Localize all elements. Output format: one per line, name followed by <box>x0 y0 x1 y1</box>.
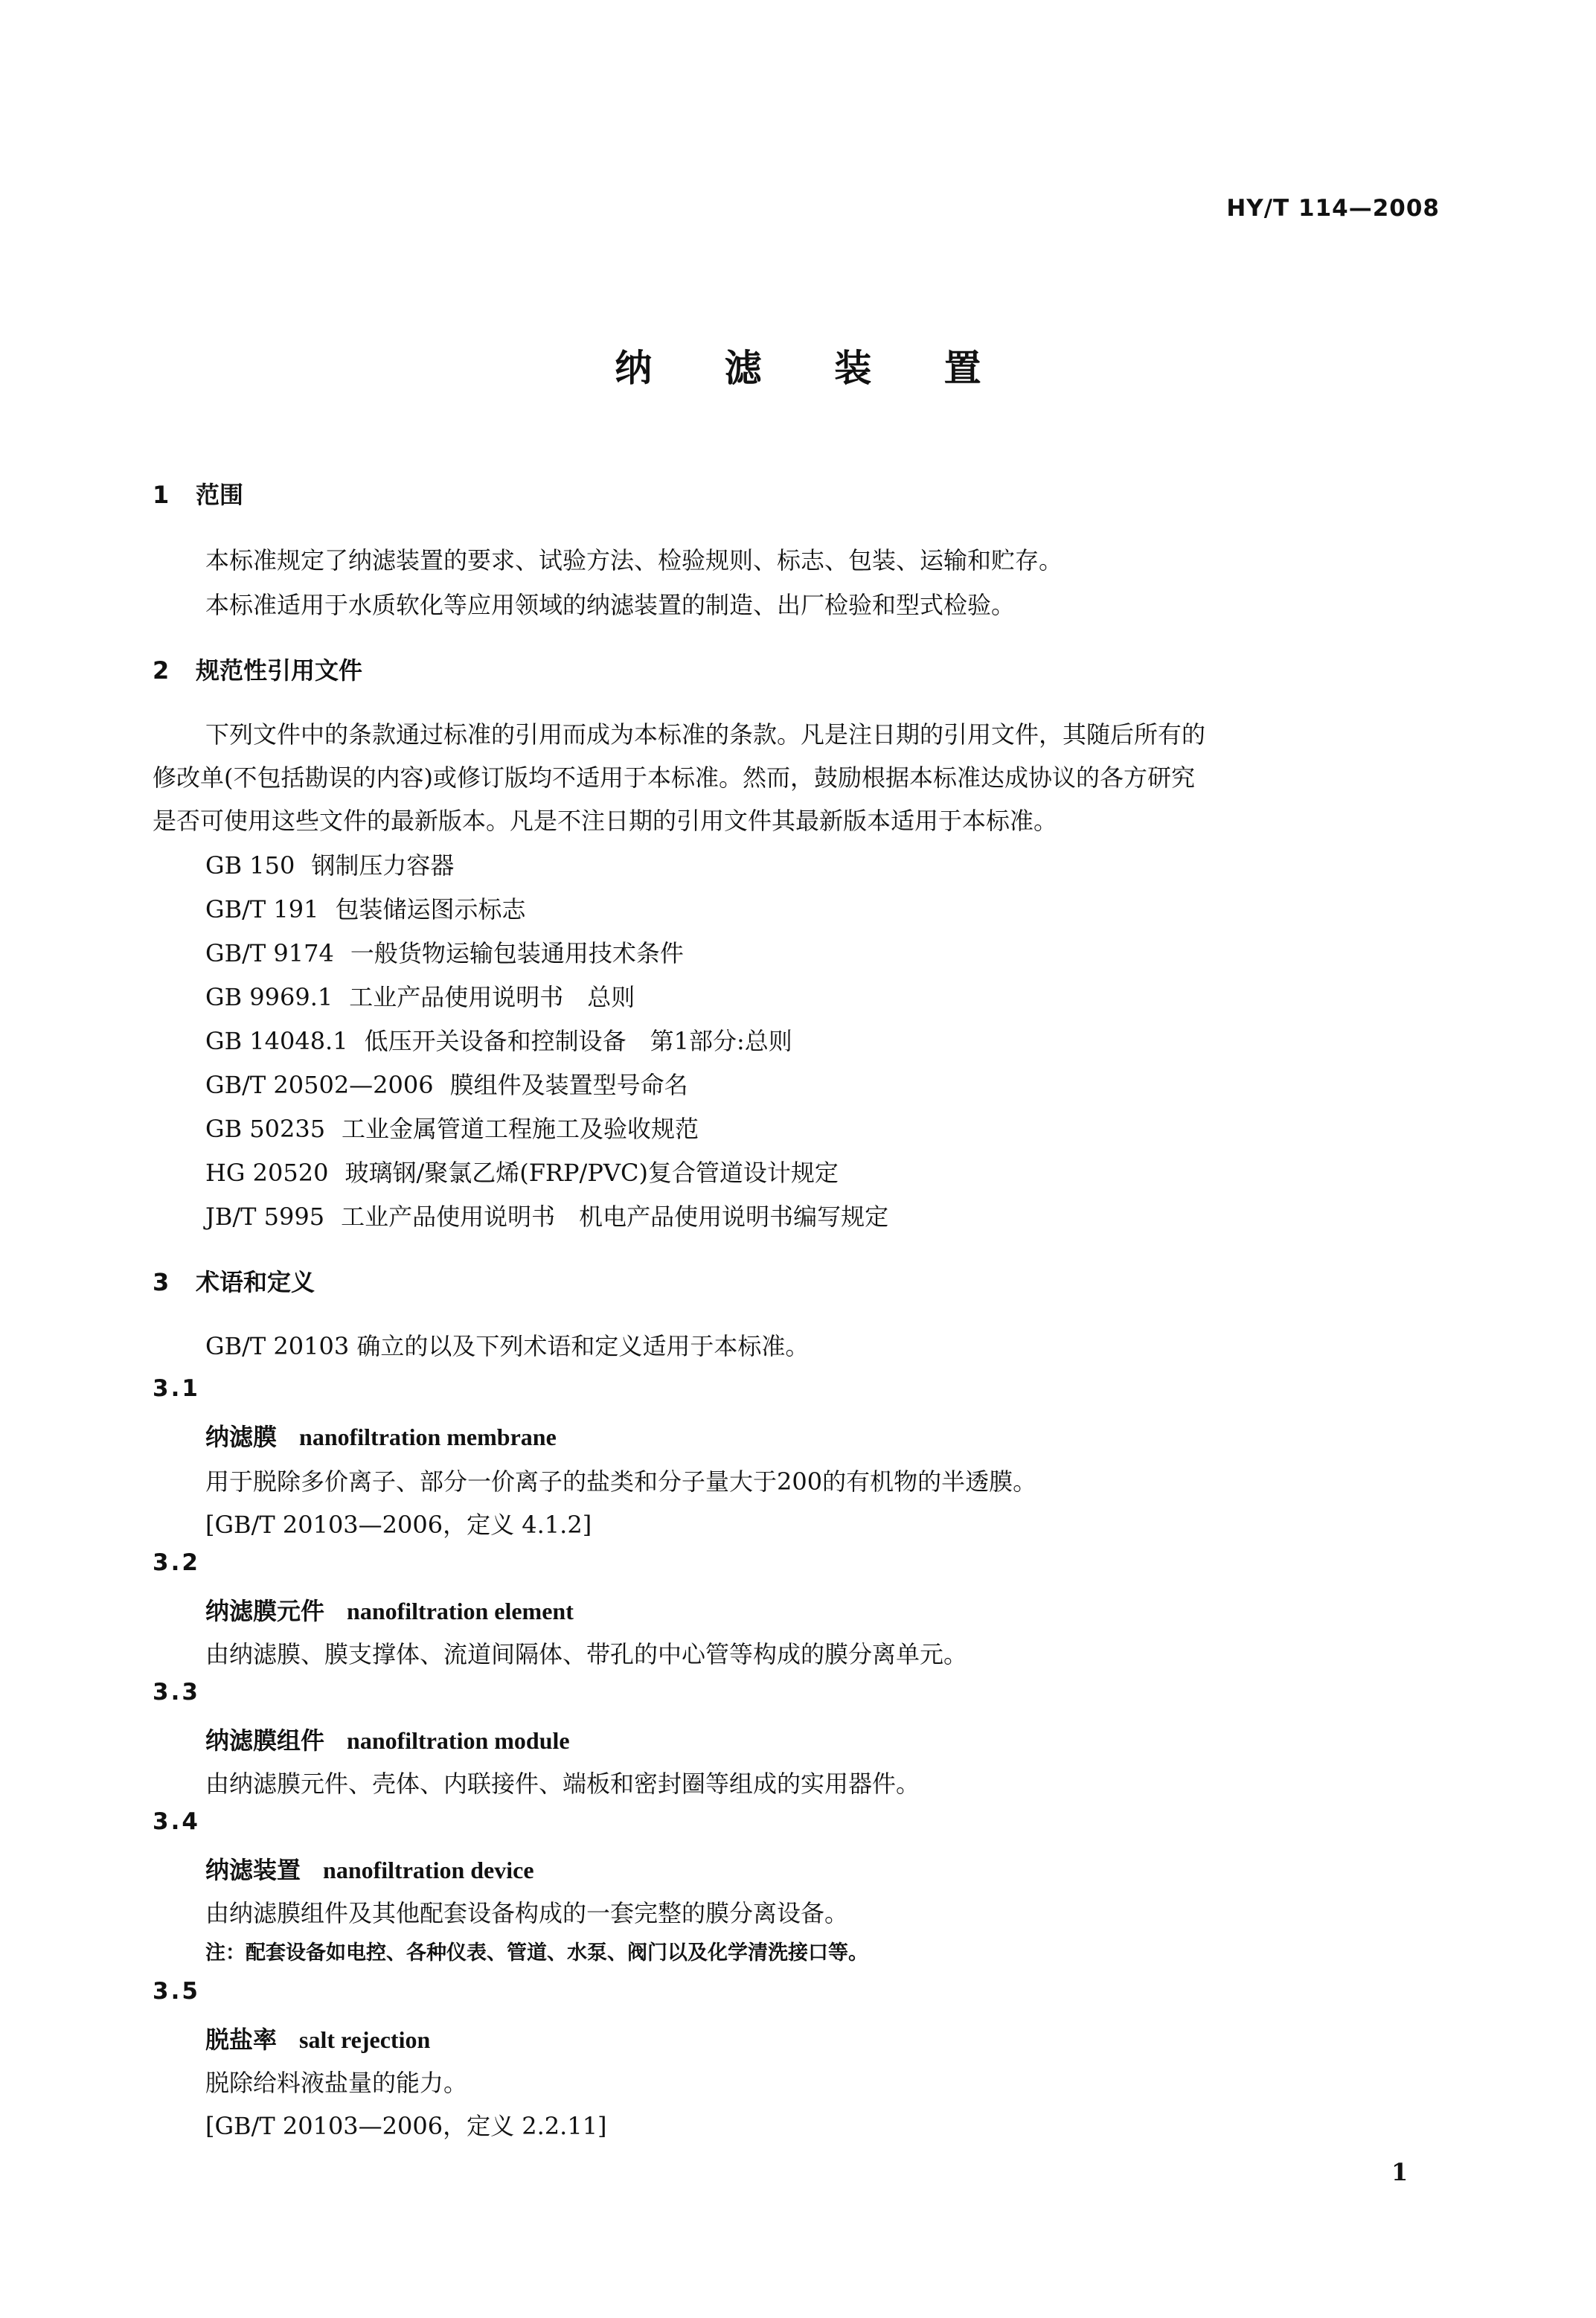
section-number: 3 <box>153 1268 170 1296</box>
reference-code: JB/T 5995 <box>205 1203 325 1231</box>
reference-row <box>205 935 684 969</box>
term-heading <box>205 1418 557 1453</box>
reference-row <box>205 1198 888 1232</box>
document-title: 纳 滤 装 置 <box>615 346 1011 390</box>
reference-code: GB 9969.1 <box>205 983 333 1011</box>
term-source: [GB/T 20103—2006，定义 2.2.11] <box>205 2112 607 2140</box>
reference-code: GB 150 <box>205 851 295 880</box>
paragraph-line: 修改单(不包括勘误的内容)或修订版均不适用于本标准。然而，鼓励根据本标准达成协议的各方研究 <box>153 763 1195 792</box>
term-definition: 由纳滤膜组件及其他配套设备构成的一套完整的膜分离设备。 <box>205 1899 849 1927</box>
reference-name: 工业产品使用说明书 机电产品使用说明书编写规定 <box>341 1203 889 1231</box>
term-source: [GB/T 20103—2006，定义 4.1.2] <box>205 1511 592 1539</box>
reference-row <box>205 1066 688 1101</box>
reference-row <box>205 1110 699 1144</box>
reference-code: GB 14048.1 <box>205 1027 348 1055</box>
reference-name: 工业金属管道工程施工及验收规范 <box>342 1115 699 1143</box>
section-title: 范围 <box>196 481 244 509</box>
term-cn: 纳滤装置 <box>205 1856 301 1884</box>
paragraph: 本标准适用于水质软化等应用领域的纳滤装置的制造、出厂检验和型式检验。 <box>205 591 1016 619</box>
reference-name: 低压开关设备和控制设备 第1部分:总则 <box>364 1027 792 1055</box>
section-2-heading <box>153 652 362 686</box>
reference-code: GB/T 20502—2006 <box>205 1071 434 1099</box>
reference-name: 包装储运图示标志 <box>335 895 526 923</box>
reference-row <box>205 979 635 1013</box>
reference-name: 膜组件及装置型号命名 <box>449 1071 688 1099</box>
term-definition: 由纳滤膜、膜支撑体、流道间隔体、带孔的中心管等构成的膜分离单元。 <box>205 1640 968 1668</box>
page-number: 1 <box>1391 2158 1408 2186</box>
term-number: 3.5 <box>153 1978 200 2005</box>
reference-code: HG 20520 <box>205 1159 329 1187</box>
term-number: 3.2 <box>153 1549 200 1576</box>
term-definition: 脱除给料液盐量的能力。 <box>205 2069 468 2097</box>
paragraph: GB/T 20103 确立的以及下列术语和定义适用于本标准。 <box>205 1332 810 1360</box>
section-title: 术语和定义 <box>196 1268 315 1296</box>
section-title: 规范性引用文件 <box>196 656 363 685</box>
paragraph: 本标准规定了纳滤装置的要求、试验方法、检验规则、标志、包装、运输和贮存。 <box>205 546 1063 574</box>
term-en: nanofiltration device <box>323 1857 534 1883</box>
paragraph-line: 下列文件中的条款通过标准的引用而成为本标准的条款。凡是注日期的引用文件，其随后所有的 <box>205 720 1206 749</box>
term-definition: 由纳滤膜元件、壳体、内联接件、端板和密封圈等组成的实用器件。 <box>205 1770 920 1798</box>
section-1-heading <box>153 476 243 510</box>
term-heading <box>205 1722 570 1756</box>
term-number: 3.3 <box>153 1679 200 1706</box>
reference-row <box>205 891 525 925</box>
term-en: nanofiltration membrane <box>299 1424 557 1450</box>
reference-row <box>205 1154 839 1188</box>
term-cn: 脱盐率 <box>205 2026 278 2054</box>
term-cn: 纳滤膜组件 <box>205 1726 325 1755</box>
section-number: 1 <box>153 481 170 509</box>
term-definition: 用于脱除多价离子、部分一价离子的盐类和分子量大于200的有机物的半透膜。 <box>205 1467 1037 1496</box>
term-en: salt rejection <box>299 2026 431 2053</box>
reference-name: 钢制压力容器 <box>311 851 455 880</box>
reference-name: 玻璃钢/聚氯乙烯(FRP/PVC)复合管道设计规定 <box>344 1159 839 1187</box>
term-heading <box>205 1851 534 1886</box>
reference-code: GB 50235 <box>205 1115 326 1143</box>
term-cn: 纳滤膜 <box>205 1423 278 1451</box>
term-heading <box>205 1592 574 1627</box>
reference-name: 工业产品使用说明书 总则 <box>349 983 635 1011</box>
section-3-heading <box>153 1264 315 1298</box>
reference-row <box>205 847 454 881</box>
term-en: nanofiltration element <box>347 1598 574 1624</box>
section-number: 2 <box>153 656 170 685</box>
paragraph-line: 是否可使用这些文件的最新版本。凡是不注日期的引用文件其最新版本适用于本标准。 <box>153 807 1058 835</box>
reference-name: 一般货物运输包装通用技术条件 <box>350 939 684 967</box>
reference-code: GB/T 191 <box>205 895 319 923</box>
standard-code: HY/T 114—2008 <box>1226 195 1440 222</box>
term-note: 注：配套设备如电控、各种仪表、管道、水泵、阀门以及化学清洗接口等。 <box>205 1941 868 1965</box>
term-en: nanofiltration module <box>347 1727 570 1754</box>
term-number: 3.1 <box>153 1375 200 1402</box>
term-heading <box>205 2021 430 2055</box>
term-number: 3.4 <box>153 1808 200 1835</box>
reference-row <box>205 1022 792 1057</box>
term-cn: 纳滤膜元件 <box>205 1597 325 1625</box>
reference-code: GB/T 9174 <box>205 939 334 967</box>
